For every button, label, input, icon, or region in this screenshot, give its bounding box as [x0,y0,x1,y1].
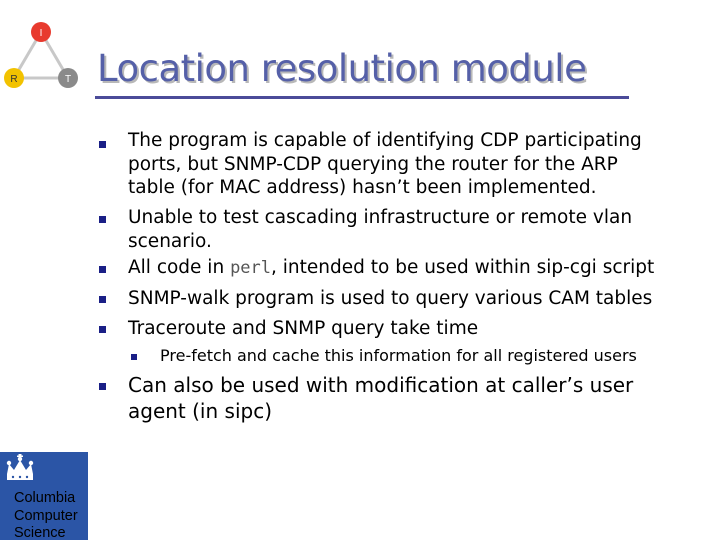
slide-title: Location resolution module [97,47,587,90]
columbia-line-2: Computer [14,507,78,524]
columbia-line-1: Columbia [14,490,76,506]
bullet-marker [99,296,106,303]
bullet-item-4 [128,287,652,311]
bullet-3-suffix: , intended to be used within sip-cgi script [271,257,655,278]
bullet-marker [99,216,106,223]
bullet-marker [99,266,106,273]
irt-triangle-logo [0,14,82,96]
bullet-item-5 [128,317,478,341]
logo-letter-t: T [64,74,72,85]
crown-icon [1,454,39,488]
bullet-6-line-2: agent (in sipc) [128,399,272,423]
bullet-2-line-2: scenario. [128,230,212,252]
sub-bullet-marker [131,354,137,360]
sub-bullet-item: Pre-fetch and cache this information for all registered users [160,346,637,365]
bullet-3-prefix: All code in [128,257,231,278]
bullet-1-line-2: ports, but SNMP-CDP querying the router for the ARP [128,153,618,175]
bullet-1-line-1: The program is capable of identifying CDP participating [128,130,642,151]
logo-letter-r: R [10,74,18,85]
bullet-item-1 [128,129,642,200]
columbia-logo-text [14,490,78,543]
bullet-1-line-3: table (for MAC address) hasn’t been implemented. [128,177,597,198]
bullet-4-line-1: SNMP-walk program is used to query various CAM tables [128,288,653,309]
bullet-2-line-1: Unable to test cascading infrastructure or remote vlan [128,207,633,228]
title-underline [95,96,629,99]
columbia-line-3: Science [14,525,66,541]
logo-letter-i: I [39,28,43,39]
columbia-logo [0,452,88,540]
bullet-item-2 [128,206,632,253]
bullet-6-line-1: Can also be used with modification at caller’s user [128,373,634,397]
bullet-item-3 [128,256,654,281]
bullet-5-line-1: Traceroute and SNMP query take time [128,318,479,339]
bullet-marker [99,383,106,390]
bullet-marker [99,141,106,148]
bullet-marker [99,326,106,333]
bullet-3-code: perl [230,258,272,278]
bullet-item-6 [128,372,633,424]
